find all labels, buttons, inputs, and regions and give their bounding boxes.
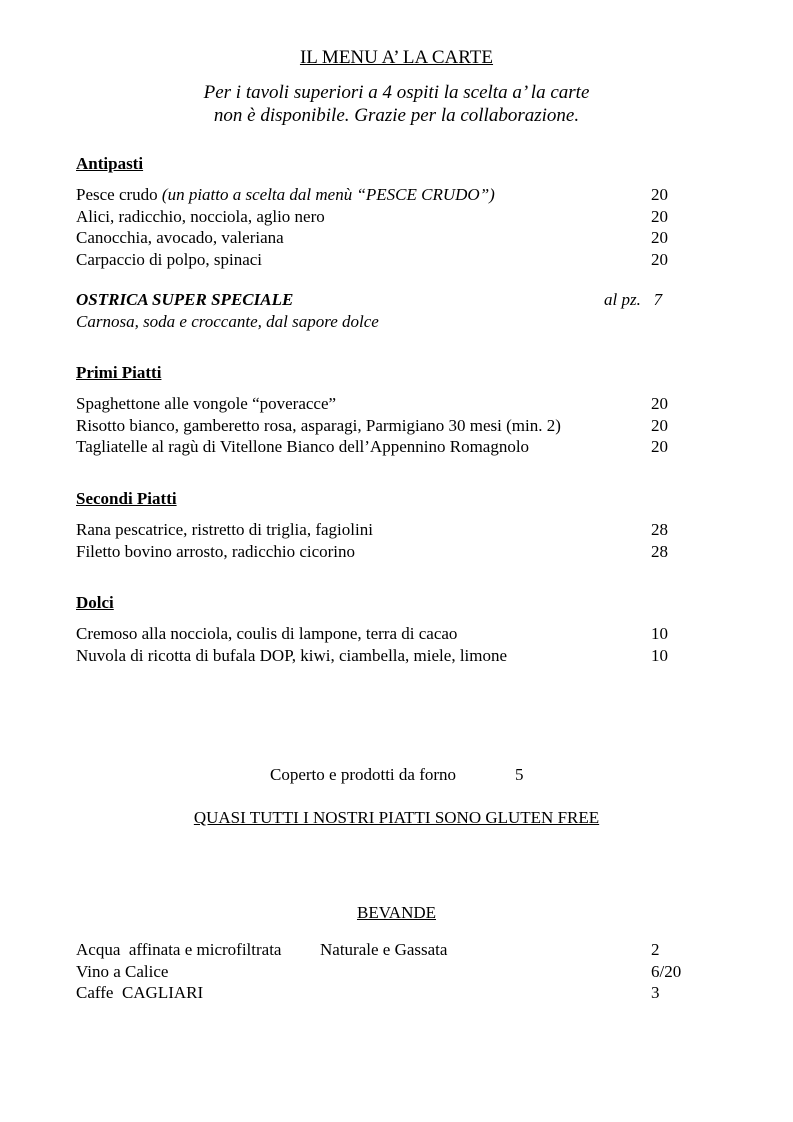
menu-item-name: Filetto bovino arrosto, radicchio cicorino <box>76 541 356 561</box>
menu-item <box>76 393 716 415</box>
menu-item <box>76 436 716 458</box>
menu-item <box>76 184 716 206</box>
menu-item-price: 20 <box>651 415 668 435</box>
menu-item-price: 20 <box>651 228 668 247</box>
gluten-free-notice: QUASI TUTTI I NOSTRI PIATTI SONO GLUTEN FREE <box>193 808 600 827</box>
menu-item <box>76 645 716 667</box>
special-item-name: OSTRICA SUPER SPECIALE <box>76 290 294 309</box>
subtitle-line-1: Per i tavoli superiori a 4 ospiti la scelta a’ la carte <box>203 82 590 103</box>
menu-item <box>76 623 716 645</box>
menu-item-price: 10 <box>651 645 668 665</box>
menu-item-name: Pesce crudo (un piatto a scelta dal menù “PESCE CRUDO”) <box>76 185 495 204</box>
drink-item-price: 3 <box>651 983 660 1002</box>
menu-item <box>76 541 716 563</box>
drink-item-name: Acqua affinata e microfiltrata <box>76 940 282 959</box>
drink-item <box>76 982 716 1004</box>
menu-item-name: Spaghettone alle vongole “poveracce” <box>76 394 337 413</box>
menu-item <box>76 415 716 437</box>
drink-item <box>76 961 716 983</box>
page-subtitle <box>0 81 793 127</box>
menu-item-note: (un piatto a scelta dal menù “PESCE CRUDO”) <box>161 185 495 204</box>
drink-item-note: Naturale e Gassata <box>320 940 448 959</box>
menu-item-price: 20 <box>651 206 668 226</box>
special-item-description: Carnosa, soda e croccante, dal sapore dolce <box>76 311 379 331</box>
menu-item-price: 20 <box>651 437 668 456</box>
section-heading-secondi: Secondi Piatti <box>76 489 177 508</box>
special-item <box>76 289 716 311</box>
menu-item-name: Alici, radicchio, nocciola, aglio nero <box>76 206 325 226</box>
menu-item <box>76 519 716 541</box>
menu-item-price: 20 <box>651 185 668 204</box>
section-heading-dolci: Dolci <box>76 593 114 612</box>
menu-item-price: 10 <box>651 624 668 643</box>
menu-item <box>76 249 716 271</box>
menu-item <box>76 206 716 228</box>
subtitle-line-2: non è disponibile. Grazie per la collaborazione. <box>213 105 580 126</box>
drink-item-price: 2 <box>651 940 660 959</box>
special-item-description-row <box>76 311 716 333</box>
drink-item <box>76 939 716 961</box>
drink-item-name: Vino a Calice <box>76 961 169 981</box>
menu-item-price: 20 <box>651 394 668 413</box>
coperto-price: 5 <box>515 765 524 784</box>
section-heading-antipasti: Antipasti <box>76 154 144 173</box>
section-heading-primi: Primi Piatti <box>76 363 162 382</box>
menu-item-name: Cremoso alla nocciola, coulis di lampone, terra di cacao <box>76 624 458 643</box>
menu-item-name: Risotto bianco, gamberetto rosa, asparagi, Parmigiano 30 mesi (min. 2) <box>76 415 561 435</box>
menu-item-price: 28 <box>651 520 668 539</box>
menu-item-name: Canocchia, avocado, valeriana <box>76 228 284 247</box>
section-heading-bevande: BEVANDE <box>356 903 437 922</box>
menu-item-name: Tagliatelle al ragù di Vitellone Bianco dell’Appennino Romagnolo <box>76 437 530 456</box>
menu-item <box>76 227 716 249</box>
menu-item-name: Rana pescatrice, ristretto di triglia, fagiolini <box>76 520 373 539</box>
menu-item-name: Nuvola di ricotta di bufala DOP, kiwi, ciambella, miele, limone <box>76 645 508 665</box>
menu-item-name: Carpaccio di polpo, spinaci <box>76 249 263 269</box>
drink-item-name: Caffe CAGLIARI <box>76 983 204 1002</box>
page-title: IL MENU A’ LA CARTE <box>299 47 494 68</box>
drink-item-price: 6/20 <box>651 961 682 981</box>
special-item-price: al pz. 7 <box>604 290 663 309</box>
coperto-line <box>270 765 524 785</box>
coperto-label: Coperto e prodotti da forno <box>270 765 457 784</box>
menu-item-price: 20 <box>651 249 668 269</box>
menu-item-price: 28 <box>651 541 668 561</box>
